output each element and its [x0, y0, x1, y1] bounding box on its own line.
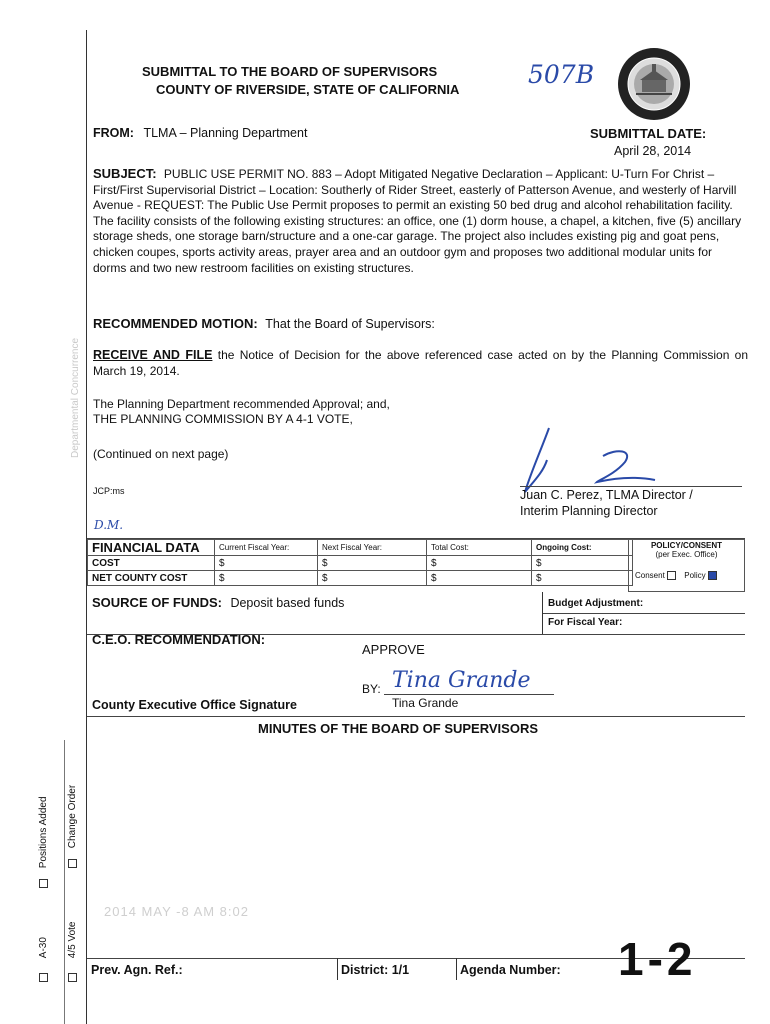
consent-checkbox[interactable]: [667, 571, 676, 580]
planning-recommendation: The Planning Department recommended Approval; and,: [93, 397, 390, 411]
district: District: 1/1: [341, 963, 410, 977]
prev-agenda-ref: Prev. Agn. Ref.:: [91, 963, 183, 977]
cost-current: $: [215, 556, 318, 571]
financial-title: FINANCIAL DATA: [88, 540, 215, 556]
table-row: [88, 556, 633, 571]
vote-label: 4/5 Vote: [67, 921, 78, 959]
budget-adjustment-label: Budget Adjustment:: [548, 598, 644, 609]
policy-consent-box: [628, 539, 745, 592]
commission-vote: THE PLANNING COMMISSION BY A 4-1 VOTE,: [93, 412, 353, 426]
continued-note: (Continued on next page): [93, 447, 229, 461]
consent-policy-row: [635, 571, 744, 580]
ceo-signature-label: County Executive Office Signature: [92, 698, 297, 712]
a30-checkbox[interactable]: [39, 973, 48, 982]
policy-consent-sub: (per Exec. Office): [655, 550, 718, 559]
col-next-fiscal: Next Fiscal Year:: [318, 540, 427, 556]
a30-option[interactable]: [38, 937, 49, 982]
receive-and-file-text: the Notice of Decision for the above referenced case acted on by the Planning Commission on March 19, 2014.: [93, 348, 748, 378]
from-line: [93, 126, 307, 140]
header-line-1: SUBMITTAL TO THE BOARD OF SUPERVISORS: [142, 64, 438, 79]
change-order-checkbox[interactable]: [68, 859, 77, 868]
district-rule: [337, 958, 338, 980]
minutes-rule: [87, 716, 745, 717]
net-total: $: [427, 571, 532, 586]
from-label: FROM:: [93, 126, 134, 140]
received-stamp: 2014 MAY -8 AM 8:02: [104, 904, 249, 919]
cost-label: COST: [88, 556, 215, 571]
positions-added-label: Positions Added: [38, 796, 49, 869]
handwritten-initials: D.M.: [94, 518, 124, 532]
col-current-fiscal: Current Fiscal Year:: [215, 540, 318, 556]
net-county-cost-label: NET COUNTY COST: [88, 571, 215, 586]
departmental-concurrence-stamp: Departmental Concurrence: [70, 337, 81, 458]
recommended-motion-label: RECOMMENDED MOTION:: [93, 316, 258, 331]
cost-next: $: [318, 556, 427, 571]
submittal-date-label: SUBMITTAL DATE:: [590, 126, 707, 141]
source-of-funds-value: Deposit based funds: [230, 596, 345, 610]
subject-paragraph: [93, 166, 748, 276]
ceo-approve: APPROVE: [362, 642, 425, 657]
fiscal-year-label: For Fiscal Year:: [548, 617, 623, 628]
submittal-date-value: April 28, 2014: [614, 144, 692, 158]
director-signature-line: [520, 486, 742, 487]
net-current: $: [215, 571, 318, 586]
table-row: [88, 571, 633, 586]
left-margin-rule: [86, 30, 87, 1024]
recommended-motion-text: That the Board of Supervisors:: [265, 317, 435, 331]
policy-consent-header: POLICY/CONSENT: [650, 541, 723, 550]
minutes-title: MINUTES OF THE BOARD OF SUPERVISORS: [258, 721, 539, 736]
consent-label: Consent: [635, 571, 665, 580]
policy-label: Policy: [684, 571, 706, 580]
cost-ongoing: $: [532, 556, 633, 571]
preparer-initials: JCP:ms: [93, 486, 125, 496]
ceo-by-label: BY:: [362, 682, 381, 696]
subject-label: SUBJECT:: [93, 166, 157, 181]
receive-and-file-paragraph: [93, 348, 748, 379]
policy-checkbox[interactable]: [708, 571, 717, 580]
signer-title: Interim Planning Director: [520, 504, 658, 518]
col-total-cost: Total Cost:: [427, 540, 532, 556]
net-next: $: [318, 571, 427, 586]
financial-data-table: [87, 539, 633, 586]
change-order-label: Change Order: [67, 784, 78, 849]
source-of-funds: [92, 594, 344, 612]
cost-total: $: [427, 556, 532, 571]
ceo-signature-script: Tina Grande: [392, 668, 531, 693]
county-seal-icon: [616, 46, 692, 122]
handwritten-item-number: 507B: [528, 60, 595, 89]
col-ongoing-cost: Ongoing Cost:: [532, 540, 633, 556]
agenda-rule: [456, 958, 457, 980]
vote-option[interactable]: [67, 922, 78, 982]
signer-name: Juan C. Perez, TLMA Director /: [520, 488, 693, 502]
budget-adjustment-rule: [543, 613, 745, 614]
receive-and-file-label: RECEIVE AND FILE: [93, 348, 213, 362]
ceo-signature-line: [384, 694, 554, 695]
positions-added-checkbox[interactable]: [39, 879, 48, 888]
agenda-number-label: Agenda Number:: [460, 963, 561, 977]
source-of-funds-label: SOURCE OF FUNDS:: [92, 595, 222, 610]
net-ongoing: $: [532, 571, 633, 586]
vote-checkbox[interactable]: [68, 973, 77, 982]
agenda-number-value: 1-2: [618, 933, 697, 985]
from-value: TLMA – Planning Department: [143, 126, 308, 140]
checkbox-column-rule: [64, 740, 65, 1024]
financial-header-row: [88, 540, 633, 556]
subject-text: PUBLIC USE PERMIT NO. 883 – Adopt Mitigated Negative Declaration – Applicant: U-Turn For Christ – First/First Supervisorial District – Location: Southerly of Rider Street, easterly of Patterson Avenue, and westerly of Harvill Avenue - REQUEST: The Public Use Permit proposes to permit an existing 50 bed drug and alcohol rehabilitation facility. The facility consists of the following existing structures: an office, one (1) dorm house, a chapel, a kitchen, five (5) ancillary storage sheds, one storage barn/structure and a one-car garage. The project also includes existing pig and goat pens, chicken coupes, sports activity areas, prayer area and an outdoor gym and proposes two additional modular units for dorms and two new restroom facilities on existing structures.: [93, 167, 742, 275]
positions-added-option[interactable]: [38, 797, 49, 889]
ceo-signature-name: Tina Grande: [392, 696, 459, 710]
recommended-motion: [93, 316, 435, 331]
ceo-recommendation-label: C.E.O. RECOMMENDATION:: [92, 632, 266, 647]
a30-label: A-30: [38, 937, 49, 959]
change-order-option[interactable]: [67, 785, 78, 868]
header-line-2: COUNTY OF RIVERSIDE, STATE OF CALIFORNIA: [156, 82, 460, 97]
